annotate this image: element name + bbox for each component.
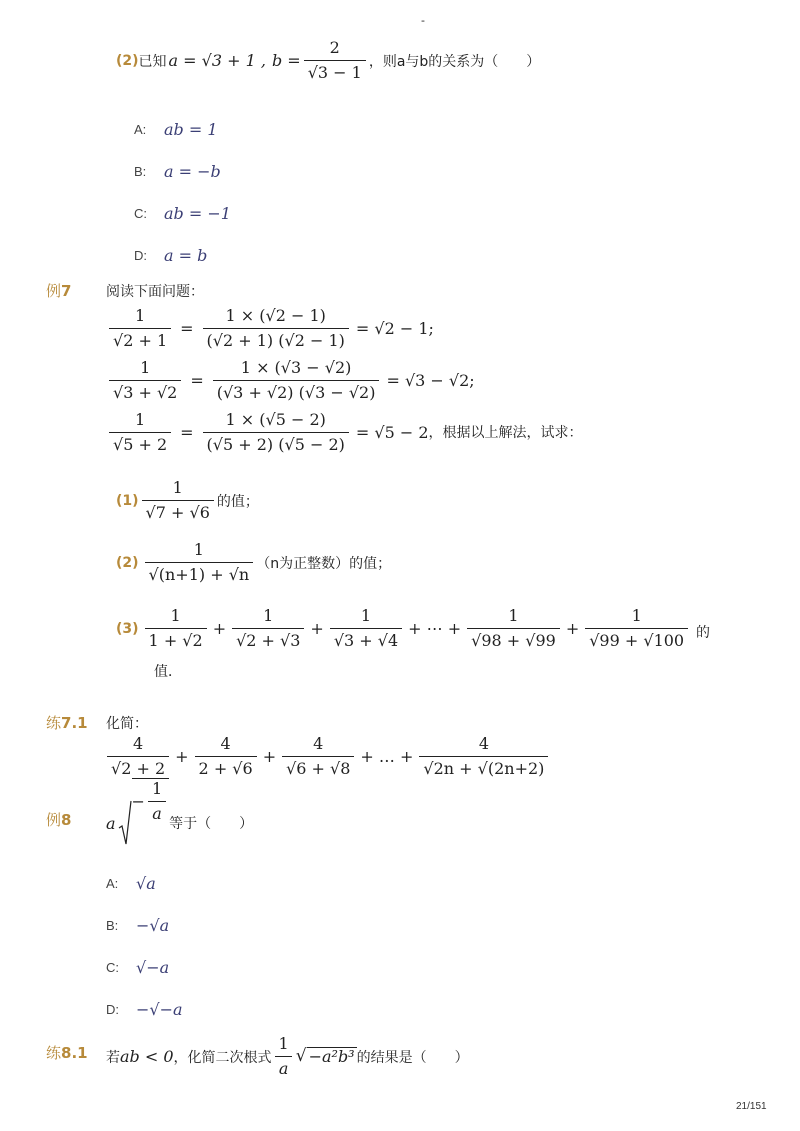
option-a[interactable] [106,862,183,904]
denominator: 1 + √2 [145,628,207,651]
part-number: (1) [116,492,139,509]
denominator: a [275,1056,293,1079]
option-d[interactable] [134,234,231,276]
tag-number: 7 [61,282,72,300]
practice-7-1-tag [46,712,88,733]
part-text: 的值； [216,493,259,510]
example-7-tag [46,280,71,301]
numerator: 4 [220,734,231,753]
numerator: 1 [631,606,642,625]
sum-term [330,606,402,651]
tag-number: 8 [61,811,72,829]
option-b[interactable] [106,904,183,946]
numerator: 4 [478,734,489,753]
b-fraction [304,38,366,83]
tag-prefix: 例 [46,282,62,300]
lhs-fraction [109,306,171,351]
example-8-question [106,779,254,846]
denominator: √2n + √(2n+2) [419,756,548,779]
denominator: (√3 + √2) (√3 − √2) [213,380,380,403]
b-fraction-denominator: √3 − 1 [304,60,366,83]
option-list-ex8 [106,862,183,1030]
part-number: (2) [116,554,139,571]
part-1 [116,478,259,523]
option-b[interactable] [134,150,231,192]
option-label: B: [134,163,147,179]
lhs-fraction [109,410,171,455]
denominator: 2 + √6 [195,756,257,779]
derivation-tail: ，根据以上解法，试求： [428,425,583,441]
part-number: (3) [116,620,139,637]
question-text-pre: 已知 [138,53,167,70]
lhs-fraction [109,358,181,403]
radical-sign: √ [295,1046,307,1066]
option-d[interactable] [106,988,183,1030]
numerator: 1 [140,357,151,377]
example-7-intro: 阅读下面问题： [106,284,204,300]
rhs-fraction [203,410,349,455]
part-3-text-wrap: 值． [154,664,182,680]
numerator: 1 × (√2 − 1) [225,305,326,325]
sum-term [282,734,354,779]
option-expression: −√a [136,915,170,935]
plus-sign: + [310,619,324,638]
option-c[interactable] [106,946,183,988]
coefficient-fraction [275,1034,293,1079]
denominator: √2 + 1 [109,328,171,351]
rhs-fraction [213,358,380,403]
sum-term [585,606,688,651]
option-expression: a = b [164,245,208,265]
option-label: B: [106,917,119,933]
option-label: A: [106,875,119,891]
denominator: √5 + 2 [109,432,171,455]
tag-number: 7.1 [61,714,88,732]
result: = √2 − 1; [355,318,434,338]
option-label: D: [134,247,147,263]
radicand [132,778,170,824]
numerator: 4 [132,734,144,753]
numerator: 1 [134,409,146,429]
question-text-post: 等于（ ） [169,816,254,832]
numerator: 1 [278,1034,289,1053]
option-label: C: [134,205,147,221]
result: = √5 − 2 [355,422,429,442]
practice-7-1-intro: 化简： [106,716,148,732]
minus-sign: − [131,792,145,811]
denominator: √98 + √99 [467,628,560,651]
top-mark: - [421,14,425,27]
numerator: 4 [313,734,324,753]
tag-prefix: 练 [46,1044,62,1062]
numerator: 1 [508,606,519,625]
tag-number: 8.1 [61,1044,88,1062]
derivation-block [106,302,583,458]
ellipsis: + … + [360,747,414,766]
part-1-fraction [142,478,214,523]
practice-7-1-expression [104,734,551,779]
question-2 [116,38,540,83]
numerator: 1 [134,305,146,325]
plus-sign: + [565,619,580,638]
plus-sign: + [212,619,227,638]
denominator: (√5 + 2) (√5 − 2) [203,432,349,455]
question-text-post: ，则a与b的关系为（ ） [368,53,541,70]
coefficient-a: a [106,813,116,833]
rhs-fraction [203,306,349,351]
denominator: √3 + √4 [330,628,402,651]
sum-term [467,606,560,651]
denominator: √(n+1) + √n [145,562,254,585]
question-text-post: 的结果是（ ） [356,1049,469,1066]
numerator: 1 [151,779,163,798]
option-label: A: [134,121,147,137]
option-list-q2 [134,108,231,276]
page-number: 21/151 [736,1101,767,1112]
b-fraction-numerator: 2 [329,38,340,57]
part-text: （n为正整数）的值； [256,555,392,572]
denominator: (√2 + 1) (√2 − 1) [203,328,349,351]
sum-term [419,734,548,779]
question-text-mid: ，化简二次根式 [173,1049,272,1066]
tag-prefix: 练 [46,714,62,732]
denominator: √7 + √6 [142,500,214,523]
sum-term [145,606,207,651]
denominator: √6 + √8 [282,756,354,779]
numerator: 1 [172,478,183,497]
numerator: 1 [360,606,372,625]
radicand: −a²b³ [308,1047,355,1066]
option-expression: √a [136,873,156,893]
part-3-text-end: 的 [696,625,710,641]
option-c[interactable] [134,192,231,234]
a-equation: a = √3 + 1 , [168,51,266,70]
denominator: a [148,801,166,824]
option-expression: ab = 1 [164,119,218,139]
part-2 [116,540,391,585]
question-text-pre: 若 [106,1049,120,1066]
ellipsis: + ⋯ + [408,619,462,638]
question-number: (2) [116,52,139,69]
part-2-fraction [145,540,254,585]
b-lhs: b = [271,51,301,70]
plus-sign: + [262,747,277,766]
derivation-line [106,354,583,406]
equals-sign: = [180,318,194,338]
denominator: √3 + √2 [109,380,181,403]
numerator: 1 [170,606,181,625]
sum-term [195,734,257,779]
plus-sign: + [175,747,189,766]
square-root [296,1047,357,1066]
option-a[interactable] [134,108,231,150]
numerator: 1 [263,606,274,625]
radical-sign [118,800,132,846]
equals-sign: = [190,370,204,390]
sum-term [232,606,304,651]
practice-8-1-tag [46,1042,88,1063]
option-expression: −√−a [136,999,183,1019]
result: = √3 − √2; [386,370,475,390]
denominator: √2 + √3 [232,628,304,651]
practice-8-1-question [106,1034,469,1079]
option-expression: a = −b [164,161,221,181]
denominator: √2 + 2 [107,756,169,779]
option-expression: √−a [136,957,170,977]
tag-prefix: 例 [46,811,62,829]
condition: ab < 0 [120,1047,174,1066]
radicand-fraction [148,779,166,824]
numerator: 1 × (√5 − 2) [225,409,326,429]
numerator: 1 [193,540,204,559]
equals-sign: = [180,422,194,442]
derivation-line [106,406,583,458]
example-8-tag [46,809,71,830]
option-label: C: [106,959,119,975]
denominator: √99 + √100 [585,628,688,651]
numerator: 1 × (√3 − √2) [240,357,352,377]
option-expression: ab = −1 [164,203,231,223]
option-label: D: [106,1001,119,1017]
sum-term [107,734,169,779]
part-3 [116,606,691,651]
derivation-line [106,302,583,354]
